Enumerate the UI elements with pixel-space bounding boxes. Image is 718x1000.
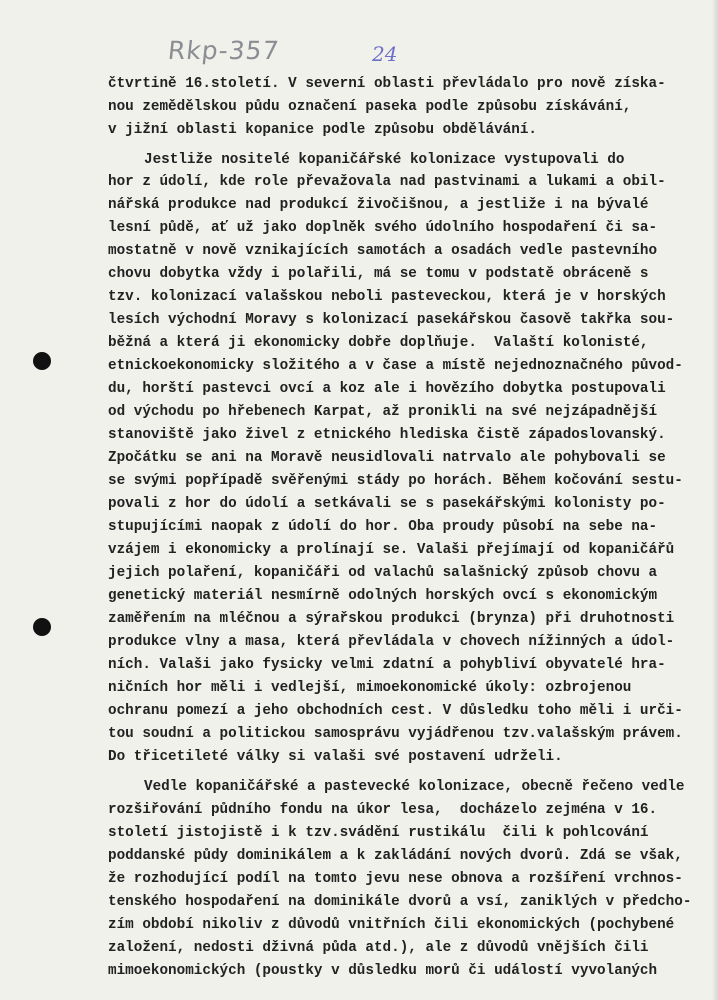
text-line: běžná a která ji ekonomicky dobře doplňuje. Valaští kolonisté, [108,335,649,351]
text-line: etnickoekonomicky složitého a v čase a místě nejednoznačného původ- [108,358,683,374]
folio-number: 24 [372,42,398,66]
text-line: Vedle kopaničářské a pastevecké kolonizace, obecně řečeno vedle [144,779,685,795]
text-line: Zpočátku se ani na Moravě neusidlovali natrvalo ale pohybovali se [108,450,666,466]
text-line: Jestliže nositelé kopaničářské kolonizace vystupovali do [144,152,625,168]
text-line: čtvrtině 16.století. V severní oblasti převládalo pro nově získa- [108,76,666,92]
text-line: v jižní oblasti kopanice podle způsobu obdělávání. [108,122,537,138]
punch-hole-upper [33,352,51,370]
text-line: tou soudní a politickou samosprávu vyjádřenou tzv.valašským právem. [108,726,683,742]
text-line: mostatně v nově vznikajících samotách a osadách vedle pastevního [108,243,658,259]
text-line: du, horští pastevci ovcí a koz ale i hovězího dobytka postupovali [108,381,666,397]
text-line: zím období nikoliv z důvodů vnitřních čili ekonomických (pochybené [108,917,675,933]
text-line: stanoviště jako živel z etnického hlediska čistě západoslovanský. [108,427,666,443]
text-line: nářská produkce nad produkcí živočišnou, a jestliže i na bývalé [108,197,649,213]
text-line: chovu dobytka vždy i polařili, má se tomu v podstatě obráceně s [108,266,649,282]
text-line: zaměřením na mléčnou a sýrařskou produkci (brynza) při druhotnosti [108,611,675,627]
text-line: stupujícími naopak z údolí do hor. Oba proudy působí na sebe na- [108,519,658,535]
text-line: vzájem i ekonomicky a prolínají se. Valaši přejímají od kopaničářů [108,542,675,558]
text-line: lesní půdě, ať už jako doplněk svého údolního hospodaření či sa- [108,220,658,236]
text-line: jejich polaření, kopaničáři od valachů salašnický způsob chovu a [108,565,658,581]
archive-mark: Rkp-357 [166,36,281,65]
text-line: založení, nedosti dživná půda atd.), ale z důvodů vnějších čili [108,940,649,956]
text-line: lesích východní Moravy s kolonizací pasekářskou časově takřka sou- [108,312,675,328]
text-line: ních. Valaši jako fysicky velmi zdatní a pohybliví obyvatelé hra- [108,657,666,673]
text-line: se svými popřípadě svěřenými stády po horách. Během kočování sestu- [108,473,683,489]
text-line: století jistojistě i k tzv.svádění rustikálu čili k pohlcování [108,825,649,841]
text-line: ničních hor měli i vedlejší, mimoekonomické úkoly: ozbrojenou [108,680,632,696]
text-line: poddanské půdy dominikálem a k zakládání nových dvorů. Zdá se však, [108,848,683,864]
text-line: Do třicetileté války si valaši své postavení udrželi. [108,749,563,765]
text-line: od východu po hřebenech Karpat, až pronikli na své nejzápadnější [108,404,658,420]
text-line: že rozhodující podíl na tomto jevu nese obnova a rozšíření vrchnos- [108,871,683,887]
text-line: tenského hospodaření na dominikále dvorů a vsí, zaniklých v předcho- [108,894,692,910]
punch-hole-lower [33,618,51,636]
text-line: produkce vlny a masa, která převládala v chovech nížinných a údol- [108,634,675,650]
text-line: hor z údolí, kde role převažovala nad pastvinami a lukami a obil- [108,174,666,190]
page-edge-shadow [712,0,718,1000]
text-line: rozšiřování půdního fondu na úkor lesa, docházelo zejména v 16. [108,802,658,818]
text-line: povali z hor do údolí a setkávali se s pasekářskými kolonisty po- [108,496,666,512]
text-line: nou zemědělskou půdu označení paseka podle způsobu získávání, [108,99,632,115]
text-line: genetický materiál nesmírně odolných horských ovcí s ekonomickým [108,588,658,604]
text-line: tzv. kolonizací valašskou neboli pasteveckou, která je v horských [108,289,666,305]
text-line: mimoekonomických (poustky v důsledku morů či událostí vyvolaných [108,963,658,979]
text-line: ochranu pomezí a jeho obchodních cest. V důsledku toho měli i urči- [108,703,683,719]
